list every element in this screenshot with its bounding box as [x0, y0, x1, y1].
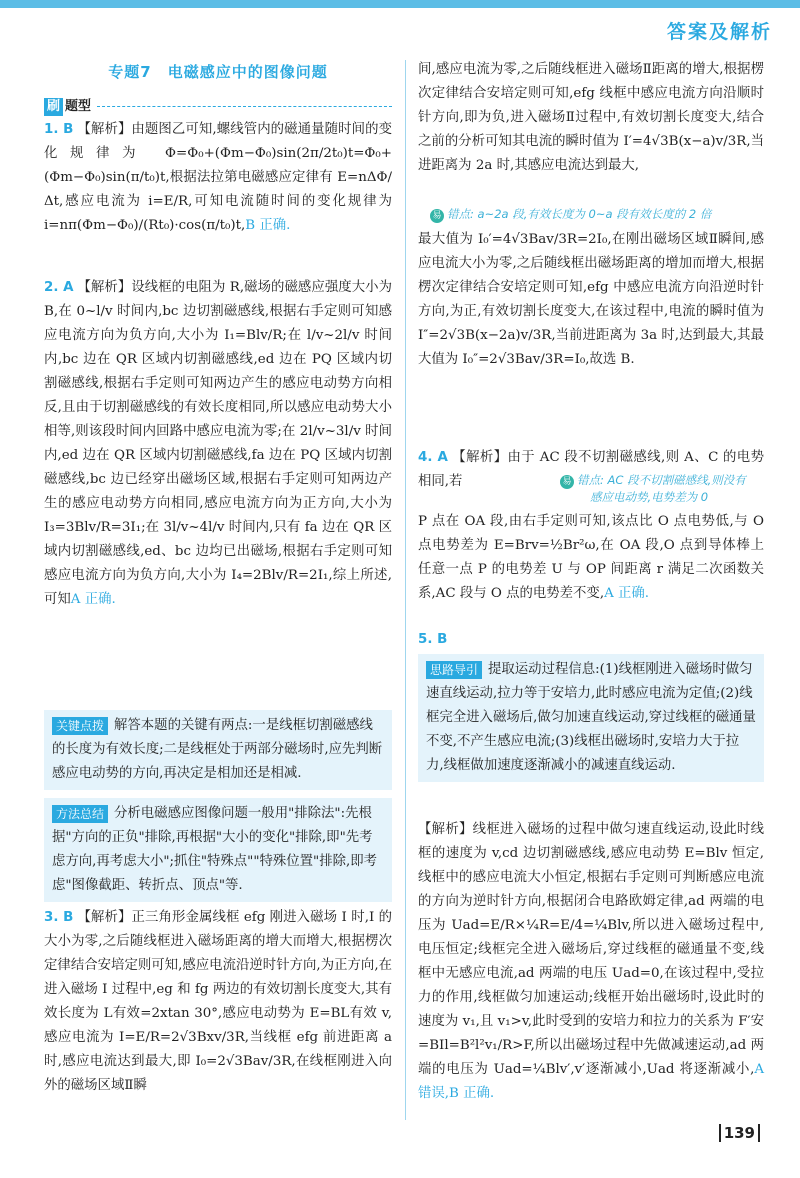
- thinking-guide-box: [418, 654, 764, 782]
- answer-3: [44, 906, 392, 1098]
- answer-5: [418, 628, 764, 652]
- answer-3-continued-2: [418, 228, 764, 372]
- answer-conclusion-a: A 错误,: [418, 1062, 764, 1101]
- answer-5-analysis: [418, 818, 764, 1106]
- page-number: 139: [719, 1124, 760, 1142]
- answer-number: 2. A: [44, 280, 74, 295]
- answer-text: 最大值为 I₀′=4√3Bav/3R=2I₀,在刚出磁场区域Ⅱ瞬间,感应电流大小为零,之后随线框出磁场距离的增加而增大,根据楞次定律结合安培定则可知,efg 中感应电流方向沿逆时针方向,为正,有效切割长度变大,在该过程中,电流的瞬时值为 I″=2√3B(x−2a)v/3R,当前进距离为 3a 时,达到最大,其最大值为 I₀″=2√3Bav/3R=I₀,故选 B.: [418, 232, 764, 367]
- answer-text: 【解析】由于 AC 段不切割磁感线,则 A、C 的电势相同,若: [418, 450, 764, 489]
- answer-conclusion: A 正确.: [604, 586, 650, 601]
- answer-text: 【解析】设线框的电阻为 R,磁场的磁感应强度大小为 B,在 0~l/v 时间内,bc 边切割磁感线,根据右手定则可知感应电流方向为负方向,大小为 I₁=Blv/R;在 l/v~2l/v 时间内,bc 边在 QR 区域内切割磁感线,ed 边在 PQ 区域内切割磁感线,根据右手定则可知两边产生的感应电动势方向相反,且由于切割磁感线的有效长度相同,所以感应电动势大小相等,则该段时间内回路中感应电流为零;在 2l/v~3l/v 时间内,ed 边在 QR 区域内切割磁感线,fa 边在 PQ 区域内切割磁感线,bc 边已经穿出磁场区域,根据右手定则可知两边产生的感应电动势方向相同,感应电流方向为正方向,大小为 I₃=3Blv/R=3I₁;在 3l/v~4l/v 时间内,只有 fa 边在 QR 区域内切割磁感线,ed、bc 边均已出磁场,根据右手定则可知感应电流方向为负方向,大小为 I₄=2Blv/R=2I₁,综上所述,可知: [44, 280, 392, 607]
- top-color-bar: [0, 0, 800, 8]
- error-note-icon: 易: [430, 209, 444, 223]
- error-note-2: [560, 472, 764, 505]
- thinking-guide-chip: 思路导引: [426, 661, 482, 679]
- section-tag: 刷: [44, 98, 63, 116]
- error-note-1: [430, 206, 764, 223]
- answer-conclusion: A 正确.: [70, 592, 116, 607]
- brand-header: 答案及解析: [666, 21, 772, 43]
- answer-4-continued: [418, 510, 764, 606]
- answer-text: 间,感应电流为零,之后随线框进入磁场Ⅱ距离的增大,根据楞次定律结合安培定则可知,efg 线框中感应电流方向沿顺时针方向,即为负,进入磁场Ⅱ过程中,有效切割长度变大,结合之前的分析可知其电流的瞬时值为 I′=4√3B(x−a)v/3R,当进距离为 2a 时,其感应电流达到最大,: [418, 62, 764, 173]
- thinking-guide-text: 提取运动过程信息:(1)线框刚进入磁场时做匀速直线运动,拉力等于安培力,此时感应电流为定值;(2)线框完全进入磁场后,做匀加速直线运动,穿过线框的磁通量不变,不产生感应电流;(3)线框出磁场时,安培力大于拉力,线框做加速度逐渐减小的减速直线运动.: [426, 662, 756, 773]
- section-header: [44, 94, 392, 119]
- answer-number: 5. B: [418, 632, 448, 647]
- answer-number: 4. A: [418, 450, 448, 465]
- answer-1: [44, 118, 392, 238]
- column-divider: [405, 60, 406, 1120]
- answer-text: 【解析】正三角形金属线框 efg 刚进入磁场 I 时,I 的大小为零,之后随线框进入磁场距离的增大而增大,根据楞次定律结合安培定则可知,感应电流沿逆时针方向,为正方向,在进入磁场 I 过程中,eg 和 fg 两边的有效切割长度变大,其有效长度为 L有效=2xtan 30°,感应电动势为 E=BL有效 v,感应电流为 I=E/R=2√3Bxv/3R,当线框 efg 前进距离 a 时,感应电流达到最大,即 I₀=2√3Bav/3R,在线框刚进入向外的磁场区域Ⅱ瞬: [44, 910, 392, 1093]
- method-summary-box: [44, 798, 392, 902]
- answer-2: [44, 276, 392, 612]
- answer-number: 3. B: [44, 910, 74, 925]
- answer-text: 【解析】由题图乙可知,螺线管内的磁通量随时间的变化规律为 Φ=Φ₀+(Φm−Φ₀)sin(2π/2t₀)t=Φ₀+(Φm−Φ₀)sin(π/t₀)t,根据法拉第电磁感应定律有 E=nΔΦ/Δt,感应电流为 i=E/R,可知电流随时间的变化规律为 i=nπ(Φm−Φ₀)/(Rt₀)·cos(π/t₀)t,: [44, 122, 392, 233]
- error-note-line1: 错点: AC 段不切割磁感线,则没有: [577, 473, 746, 487]
- key-point-text: 解答本题的关键有两点:一是线框切割磁感线的长度为有效长度;二是线框处于两部分磁场时,应先判断感应电动势的方向,再决定是相加还是相减.: [52, 718, 383, 781]
- answer-conclusion: B 正确.: [245, 218, 291, 233]
- section-rule: [97, 106, 392, 107]
- answer-text: 【解析】线框进入磁场的过程中做匀速直线运动,设此时线框的速度为 v,cd 边切割磁感线,感应电动势 E=Blv 恒定,线框中的感应电流大小恒定,根据右手定则可判断感应电流的方向为逆时针方向,根据闭合电路欧姆定律,ad 两端的电压为 Uad=E/R×¼R=E/4=¼Blv,所以进入磁场过程中,电压恒定;线框完全进入磁场后,穿过线框的磁通量不变,线框中无感应电流,ad 两端的电压 Uad=0,在该过程中,受拉力的作用,线框做匀加速运动;线框开始出磁场时,设此时的速度为 v₁,且 v₁>v,此时受到的安培力和拉力的关系为 F′安=BIl=B²l²v₁/R>F,所以出磁场过程中先做减速运动,ad 两端的电压为 Uad=¼Blv′,v′逐渐减小,Uad 将逐渐减小,: [418, 822, 764, 1077]
- key-point-box: [44, 710, 392, 790]
- section-label: 题型: [65, 99, 92, 114]
- key-point-chip: 关键点拨: [52, 717, 108, 735]
- method-summary-text: 分析电磁感应图像问题一般用"排除法":先根据"方向的正负"排除,再根据"大小的变化"排除,即"先考虑方向,再考虑大小";抓住"特殊点""特殊位置"排除,即考虑"图像截距、转折点、顶点"等.: [52, 806, 378, 893]
- answer-number: 1. B: [44, 122, 74, 137]
- page-title: 专题7 电磁感应中的图像问题: [108, 63, 328, 81]
- method-summary-chip: 方法总结: [52, 805, 108, 823]
- error-note-line2: 感应电动势,电势差为 0: [590, 490, 709, 504]
- error-note-icon: 易: [560, 475, 574, 489]
- answer-text: P 点在 OA 段,由右手定则可知,该点比 O 点电势低,与 O 点电势差为 E=Brv=½Br²ω,在 OA 段,O 点到导体棒上任意一点 P 的电势差 U 与 OP 间距离 r 满足二次函数关系,AC 段与 O 点的电势差不变,: [418, 514, 764, 601]
- error-note-text: 错点: a~2a 段,有效长度为 0~a 段有效长度的 2 倍: [447, 207, 712, 221]
- answer-3-continued: [418, 58, 764, 178]
- answer-conclusion-b: B 正确.: [449, 1086, 495, 1101]
